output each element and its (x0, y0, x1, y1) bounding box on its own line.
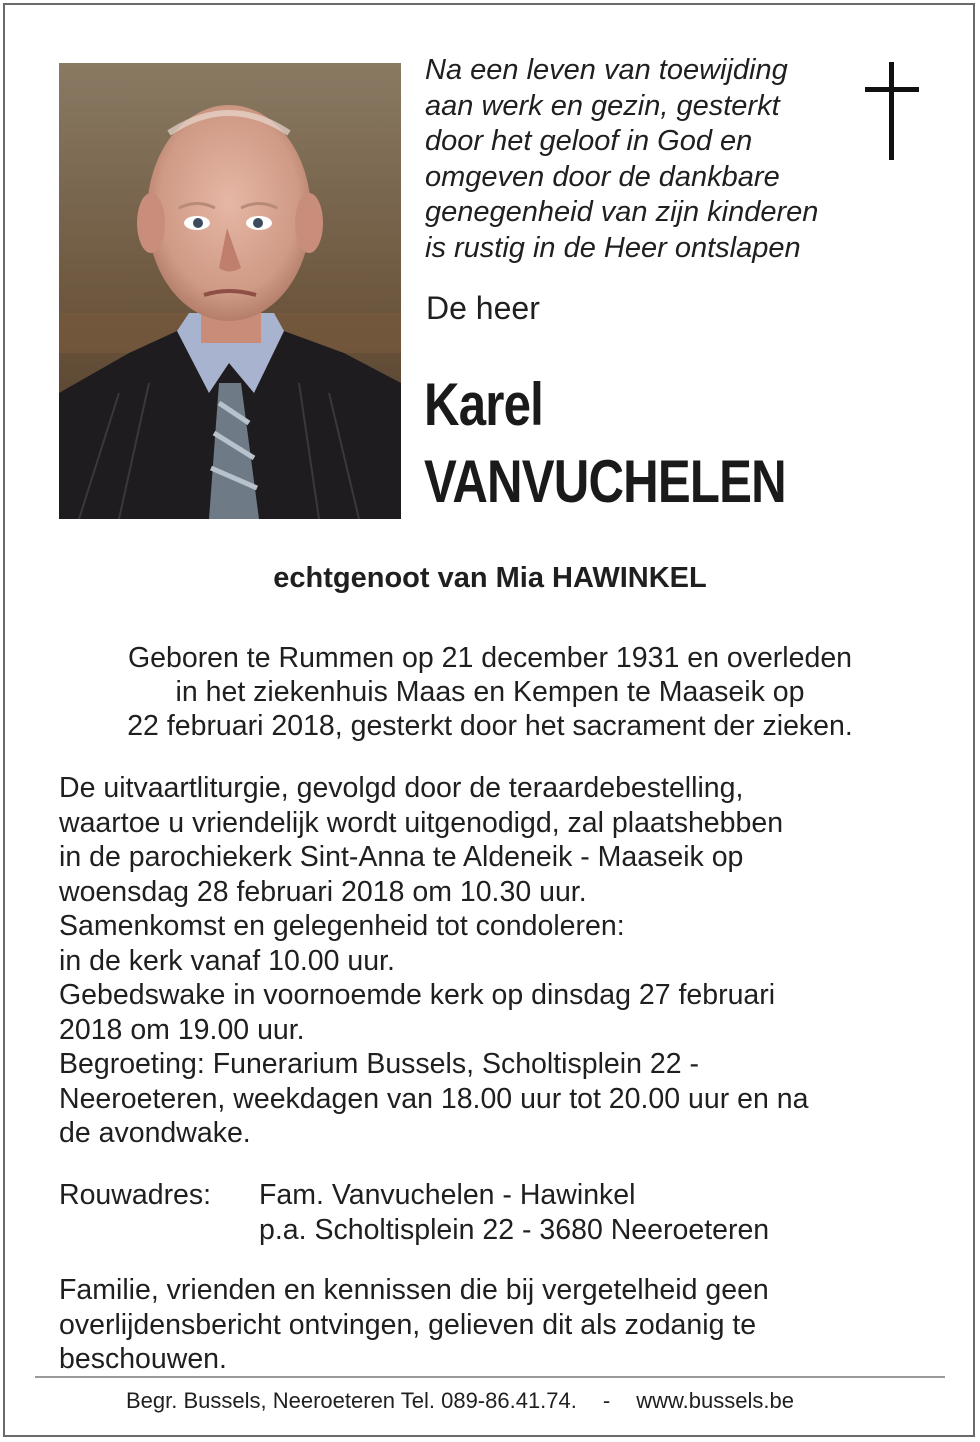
funeral-line: woensdag 28 februari 2018 om 10.30 uur. (59, 875, 587, 908)
intro-line: Na een leven van toewijding (425, 54, 788, 86)
funeral-line: in de kerk vanaf 10.00 uur. (59, 944, 395, 977)
funeral-line: 2018 om 19.00 uur. (59, 1013, 305, 1046)
birth-line: in het ziekenhuis Maas en Kempen te Maaseik op (175, 676, 805, 708)
intro-line: omgeven door de dankbare (425, 160, 780, 193)
closing-line: overlijdensbericht ontvingen, gelieven dit als zodanig te (59, 1308, 757, 1341)
intro-text (425, 53, 865, 266)
funeral-line: de avondwake. (59, 1117, 251, 1149)
portrait-photo (59, 63, 401, 519)
funeral-line: Begroeting: Funerarium Bussels, Scholtisplein 22 - (59, 1048, 699, 1080)
spouse-line: echtgenoot van Mia HAWINKEL (273, 562, 707, 594)
birth-line: 22 februari 2018, gesterkt door het sacrament der zieken. (127, 710, 853, 742)
footer-company: Begr. Bussels, Neeroeteren Tel. 089-86.41.74. (126, 1388, 577, 1413)
last-name: VANVUCHELEN (424, 448, 786, 515)
footer (126, 1388, 794, 1414)
closing-text (59, 1273, 939, 1377)
intro-line: door het geloof in God en (425, 125, 753, 157)
address-label: Rouwadres: (59, 1179, 212, 1211)
funeral-line: De uitvaartliturgie, gevolgd door de teraardebestelling, (59, 772, 744, 804)
funeral-line: waartoe u vriendelijk wordt uitgenodigd, zal plaatshebben (59, 806, 784, 839)
first-name: Karel (424, 371, 543, 438)
funeral-text (59, 771, 939, 1151)
funeral-line: Samenkomst en gelegenheid tot condoleren: (59, 910, 625, 942)
intro-line: aan werk en gezin, gesterkt (425, 89, 780, 122)
closing-line: Familie, vrienden en kennissen die bij vergetelheid geen (59, 1274, 769, 1306)
funeral-line: Gebedswake in voornoemde kerk op dinsdag 27 februari (59, 979, 776, 1011)
closing-line: beschouwen. (59, 1343, 227, 1375)
funeral-line: in de parochiekerk Sint-Anna te Aldeneik - Maaseik op (59, 841, 744, 873)
title: De heer (426, 290, 540, 326)
birth-text (0, 641, 980, 743)
footer-website-link[interactable]: www.bussels.be (636, 1388, 794, 1413)
address-lines (259, 1178, 769, 1247)
cross-icon (862, 62, 922, 160)
footer-separator: - (602, 1388, 611, 1413)
funeral-line: Neeroeteren, weekdagen van 18.00 uur tot 20.00 uur en na (59, 1082, 809, 1115)
address-line: p.a. Scholtisplein 22 - 3680 Neeroeteren (259, 1213, 770, 1246)
intro-line: is rustig in de Heer ontslapen (425, 231, 801, 264)
footer-divider (35, 1376, 945, 1378)
intro-line: genegenheid van zijn kinderen (425, 196, 819, 228)
address-line: Fam. Vanvuchelen - Hawinkel (259, 1179, 636, 1211)
birth-line: Geboren te Rummen op 21 december 1931 en overleden (127, 642, 853, 674)
